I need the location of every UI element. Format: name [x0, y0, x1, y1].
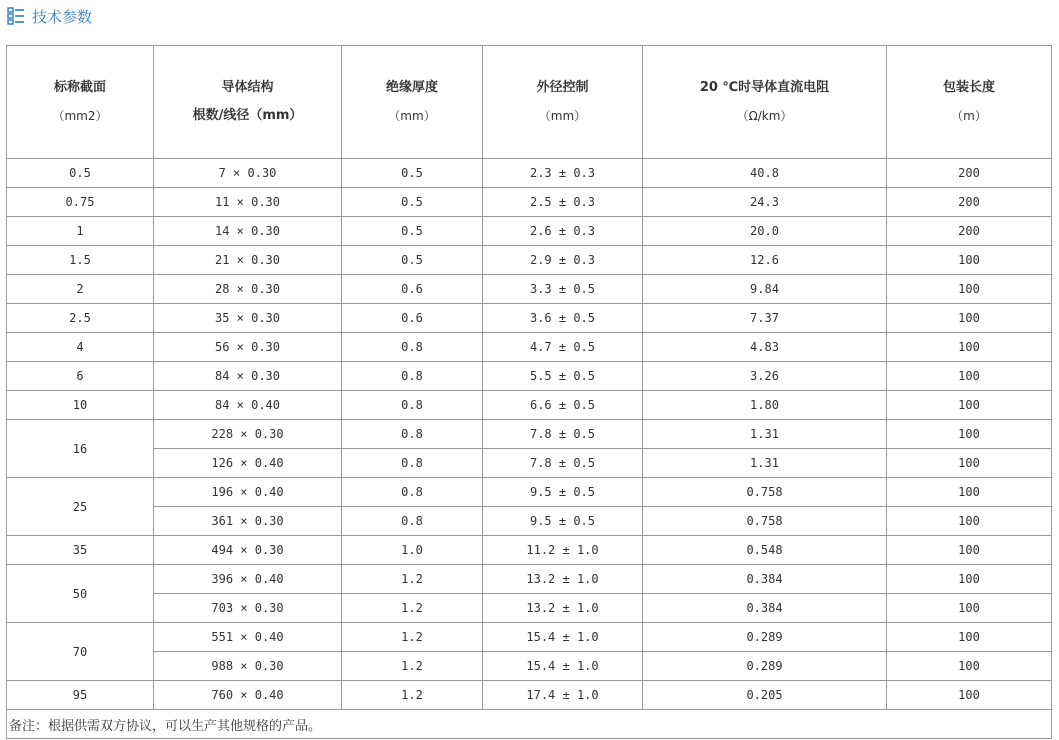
- cell-structure: 35 × 0.30: [154, 304, 342, 333]
- cell-resistance: 20.0: [643, 217, 887, 246]
- cell-length: 100: [887, 565, 1052, 594]
- cell-insulation: 1.2: [342, 623, 483, 652]
- header-package-length: 包装长度 （m）: [887, 46, 1052, 159]
- cell-size: 2.5: [7, 304, 154, 333]
- cell-size: 35: [7, 536, 154, 565]
- table-row: [7, 159, 1052, 188]
- table-row: [7, 478, 1052, 507]
- cell-resistance: 0.384: [643, 565, 887, 594]
- cell-size: 25: [7, 478, 154, 536]
- cell-resistance: 0.289: [643, 652, 887, 681]
- table-row: [7, 246, 1052, 275]
- table-row: [7, 652, 1052, 681]
- cell-resistance: 1.80: [643, 391, 887, 420]
- cell-diameter: 2.5 ± 0.3: [483, 188, 643, 217]
- cell-length: 100: [887, 275, 1052, 304]
- cell-size: 1.5: [7, 246, 154, 275]
- cell-size: 2: [7, 275, 154, 304]
- cell-structure: 361 × 0.30: [154, 507, 342, 536]
- cell-diameter: 7.8 ± 0.5: [483, 449, 643, 478]
- cell-structure: 551 × 0.40: [154, 623, 342, 652]
- cell-insulation: 1.2: [342, 681, 483, 710]
- cell-structure: 703 × 0.30: [154, 594, 342, 623]
- cell-length: 100: [887, 304, 1052, 333]
- cell-diameter: 6.6 ± 0.5: [483, 391, 643, 420]
- cell-length: 200: [887, 188, 1052, 217]
- cell-length: 100: [887, 420, 1052, 449]
- table-row: [7, 391, 1052, 420]
- table-note: 备注：根据供需双方协议，可以生产其他规格的产品。: [7, 710, 1052, 739]
- cell-diameter: 9.5 ± 0.5: [483, 507, 643, 536]
- cell-length: 100: [887, 594, 1052, 623]
- cell-size: 16: [7, 420, 154, 478]
- cell-structure: 56 × 0.30: [154, 333, 342, 362]
- cell-size: 10: [7, 391, 154, 420]
- section-header: [7, 5, 92, 27]
- cell-diameter: 7.8 ± 0.5: [483, 420, 643, 449]
- cell-resistance: 0.758: [643, 507, 887, 536]
- cell-diameter: 4.7 ± 0.5: [483, 333, 643, 362]
- cell-insulation: 0.5: [342, 217, 483, 246]
- cell-resistance: 0.758: [643, 478, 887, 507]
- cell-insulation: 0.5: [342, 188, 483, 217]
- cell-size: 6: [7, 362, 154, 391]
- cell-diameter: 13.2 ± 1.0: [483, 594, 643, 623]
- cell-resistance: 0.384: [643, 594, 887, 623]
- cell-length: 100: [887, 681, 1052, 710]
- table-row: [7, 507, 1052, 536]
- table-row: [7, 681, 1052, 710]
- cell-structure: 196 × 0.40: [154, 478, 342, 507]
- cell-diameter: 11.2 ± 1.0: [483, 536, 643, 565]
- table-row: [7, 536, 1052, 565]
- cell-length: 100: [887, 623, 1052, 652]
- table-row: [7, 188, 1052, 217]
- cell-insulation: 0.8: [342, 507, 483, 536]
- table-row: [7, 420, 1052, 449]
- cell-structure: 396 × 0.40: [154, 565, 342, 594]
- cell-length: 200: [887, 159, 1052, 188]
- table-note-row: [7, 710, 1052, 739]
- cell-length: 100: [887, 449, 1052, 478]
- cell-size: 0.75: [7, 188, 154, 217]
- cell-length: 100: [887, 536, 1052, 565]
- cell-length: 100: [887, 362, 1052, 391]
- cell-structure: 28 × 0.30: [154, 275, 342, 304]
- cell-diameter: 3.3 ± 0.5: [483, 275, 643, 304]
- cell-structure: 14 × 0.30: [154, 217, 342, 246]
- cell-diameter: 3.6 ± 0.5: [483, 304, 643, 333]
- table-row: [7, 275, 1052, 304]
- header-outer-diameter: 外径控制 （mm）: [483, 46, 643, 159]
- cell-length: 100: [887, 507, 1052, 536]
- cell-resistance: 0.205: [643, 681, 887, 710]
- header-insulation-thickness: 绝缘厚度 （mm）: [342, 46, 483, 159]
- cell-insulation: 0.8: [342, 333, 483, 362]
- cell-resistance: 1.31: [643, 449, 887, 478]
- cell-resistance: 40.8: [643, 159, 887, 188]
- cell-resistance: 3.26: [643, 362, 887, 391]
- cell-structure: 126 × 0.40: [154, 449, 342, 478]
- header-conductor-structure: 导体结构 根数/线径（mm）: [154, 46, 342, 159]
- cell-resistance: 7.37: [643, 304, 887, 333]
- cell-diameter: 15.4 ± 1.0: [483, 652, 643, 681]
- cell-insulation: 1.2: [342, 594, 483, 623]
- cell-diameter: 2.6 ± 0.3: [483, 217, 643, 246]
- cell-insulation: 1.2: [342, 565, 483, 594]
- table-row: [7, 333, 1052, 362]
- section-title: 技术参数: [32, 7, 93, 26]
- cell-size: 95: [7, 681, 154, 710]
- header-dc-resistance: 20 ℃时导体直流电阻 （Ω/km）: [643, 46, 887, 159]
- cell-resistance: 0.289: [643, 623, 887, 652]
- cell-resistance: 12.6: [643, 246, 887, 275]
- cell-resistance: 1.31: [643, 420, 887, 449]
- table-row: [7, 623, 1052, 652]
- cell-insulation: 0.8: [342, 420, 483, 449]
- cell-insulation: 0.8: [342, 362, 483, 391]
- table-row: [7, 217, 1052, 246]
- cell-length: 100: [887, 652, 1052, 681]
- cell-structure: 21 × 0.30: [154, 246, 342, 275]
- cell-length: 100: [887, 391, 1052, 420]
- cell-insulation: 0.5: [342, 159, 483, 188]
- cell-size: 50: [7, 565, 154, 623]
- list-icon: [7, 7, 25, 25]
- cell-structure: 7 × 0.30: [154, 159, 342, 188]
- cell-structure: 494 × 0.30: [154, 536, 342, 565]
- cell-insulation: 0.8: [342, 449, 483, 478]
- cell-diameter: 13.2 ± 1.0: [483, 565, 643, 594]
- cell-length: 100: [887, 478, 1052, 507]
- cell-insulation: 0.6: [342, 275, 483, 304]
- table-row: [7, 565, 1052, 594]
- cell-insulation: 0.8: [342, 478, 483, 507]
- table-body: [7, 159, 1052, 710]
- spec-table: [6, 45, 1052, 739]
- table-row: [7, 304, 1052, 333]
- cell-insulation: 0.8: [342, 391, 483, 420]
- cell-diameter: 15.4 ± 1.0: [483, 623, 643, 652]
- cell-structure: 84 × 0.40: [154, 391, 342, 420]
- table-row: [7, 362, 1052, 391]
- table-row: [7, 449, 1052, 478]
- cell-insulation: 1.0: [342, 536, 483, 565]
- cell-size: 4: [7, 333, 154, 362]
- table-row: [7, 594, 1052, 623]
- cell-structure: 84 × 0.30: [154, 362, 342, 391]
- cell-insulation: 0.5: [342, 246, 483, 275]
- cell-size: 1: [7, 217, 154, 246]
- cell-diameter: 2.9 ± 0.3: [483, 246, 643, 275]
- cell-resistance: 4.83: [643, 333, 887, 362]
- cell-length: 100: [887, 333, 1052, 362]
- cell-length: 100: [887, 246, 1052, 275]
- cell-diameter: 5.5 ± 0.5: [483, 362, 643, 391]
- cell-structure: 760 × 0.40: [154, 681, 342, 710]
- cell-length: 200: [887, 217, 1052, 246]
- cell-resistance: 9.84: [643, 275, 887, 304]
- table-header-row: [7, 46, 1052, 159]
- cell-resistance: 24.3: [643, 188, 887, 217]
- cell-diameter: 2.3 ± 0.3: [483, 159, 643, 188]
- cell-structure: 228 × 0.30: [154, 420, 342, 449]
- cell-resistance: 0.548: [643, 536, 887, 565]
- cell-size: 70: [7, 623, 154, 681]
- cell-insulation: 1.2: [342, 652, 483, 681]
- cell-size: 0.5: [7, 159, 154, 188]
- cell-structure: 11 × 0.30: [154, 188, 342, 217]
- cell-structure: 988 × 0.30: [154, 652, 342, 681]
- header-nominal-section: 标称截面 （mm2）: [7, 46, 154, 159]
- cell-diameter: 9.5 ± 0.5: [483, 478, 643, 507]
- cell-insulation: 0.6: [342, 304, 483, 333]
- cell-diameter: 17.4 ± 1.0: [483, 681, 643, 710]
